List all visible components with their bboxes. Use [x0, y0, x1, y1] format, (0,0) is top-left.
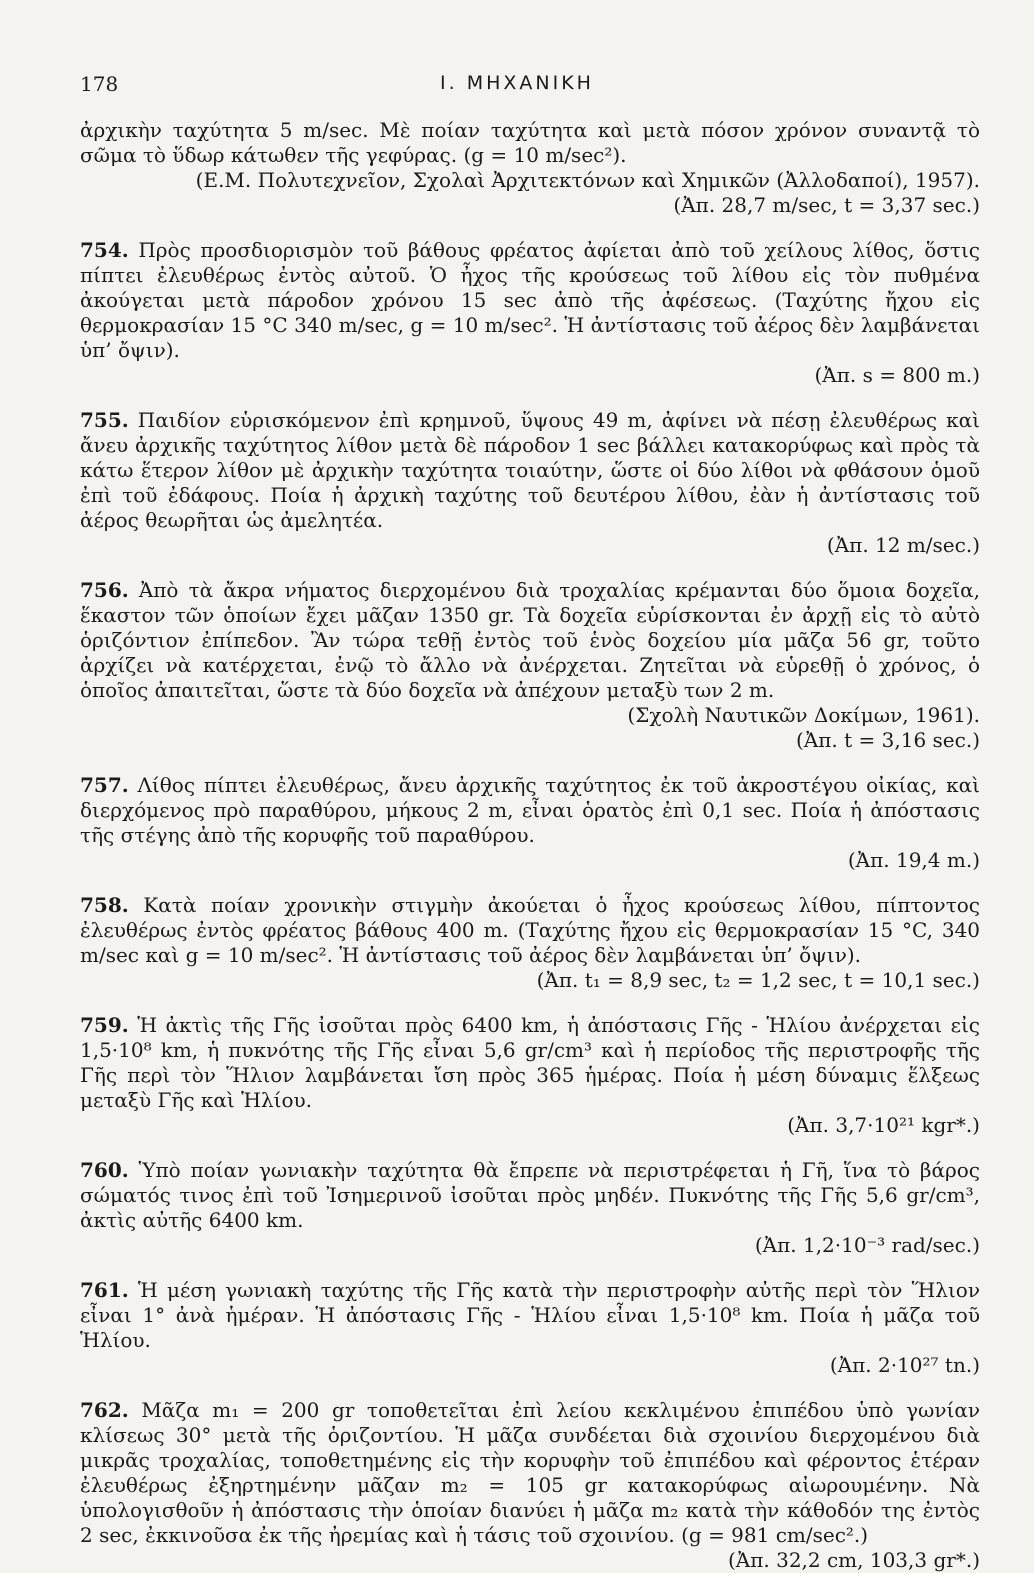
problem-number: 761. — [80, 1278, 129, 1302]
problem — [80, 1013, 980, 1138]
problem-answer: (Ἀπ. 28,7 m/sec, t = 3,37 sec.) — [673, 193, 980, 217]
problem-answer: (Ἀπ. 2·10²⁷ tn.) — [829, 1353, 980, 1377]
running-title: I. ΜΗΧΑΝΙΚΗ — [440, 72, 594, 94]
problem — [80, 1398, 980, 1573]
problem-source: (Σχολὴ Ναυτικῶν Δοκίμων, 1961). — [627, 703, 980, 727]
problem-number: 757. — [80, 773, 129, 797]
problem-number: 762. — [80, 1398, 129, 1422]
problem-text — [80, 893, 980, 968]
continued-problem — [80, 118, 980, 218]
problem — [80, 1278, 980, 1378]
problem-text — [80, 578, 980, 703]
problem-body: Ἀπὸ τὰ ἄκρα νήματος διερχομένου διὰ τροχαλίας κρέμανται δύο ὅμοια δοχεῖα, ἕκαστον τῶν ὁποίων ἔχει μᾶζαν 1350 gr. Τὰ δοχεῖα εὑρίσκονται ἐν ἀρχῇ εἰς τὸ αὐτὸ ὁριζόντιον ἐπίπεδον. Ἂν τώρα τεθῇ ἐντὸς τοῦ ἑνὸς δοχείου μία μᾶζα 56 gr, τοῦτο ἀρχίζει νὰ κατέρχεται, ἐνῷ τὸ ἄλλο νὰ ἀνέρχεται. Ζητεῖται νὰ εὑρεθῇ ὁ χρόνος, ὁ ὁποῖος ἀπαιτεῖται, ὥστε τὰ δύο δοχεῖα νὰ ἀπέχουν μεταξὺ των 2 m. — [80, 578, 981, 702]
problem-text — [80, 1013, 980, 1113]
problem-number: 754. — [80, 238, 129, 262]
problem-list — [80, 238, 980, 1573]
problem-text — [80, 773, 980, 848]
problem-answer: (Ἀπ. 19,4 m.) — [847, 848, 980, 872]
problem-body: Λίθος πίπτει ἐλευθέρως, ἄνευ ἀρχικῆς ταχύτητος ἐκ τοῦ ἀκροστέγου οἰκίας, καὶ διερχόμενος πρὸ παραθύρου, μήκους 2 m, εἶναι ὁρατὸς ἐπὶ 0,1 sec. Ποία ἡ ἀπόστασις τῆς στέγης ἀπὸ τῆς κορυφῆς τοῦ παραθύρου. — [80, 773, 980, 847]
problem-text — [80, 1278, 980, 1353]
problem-text — [80, 1398, 980, 1548]
problem-number: 755. — [80, 408, 129, 432]
problem — [80, 1158, 980, 1258]
problem-answer: (Ἀπ. 3,7·10²¹ kgr*.) — [787, 1113, 980, 1137]
problem-body: Ὑπὸ ποίαν γωνιακὴν ταχύτητα θὰ ἔπρεπε νὰ περιστρέφεται ἡ Γῆ, ἵνα τὸ βάρος σώματός τινος ἐπὶ τοῦ Ἰσημερινοῦ ἰσοῦται πρὸς μηδέν. Πυκνότης τῆς Γῆς 5,6 gr/cm³, ἀκτὶς αὐτῆς 6400 km. — [80, 1158, 980, 1232]
problem-body: Παιδίον εὑρισκόμενον ἐπὶ κρημνοῦ, ὕψους 49 m, ἀφίνει νὰ πέσῃ ἐλευθέρως καὶ ἄνευ ἀρχικῆς ταχύτητος λίθον μετὰ δὲ πάροδον 1 sec βάλλει κατακορύφως καὶ πρὸς τὰ κάτω ἕτερον λίθον μὲ ἀρχικὴν ταχύτητα τοιαύτην, ὥστε οἱ δύο λίθοι νὰ φθάσουν ὁμοῦ ἐπὶ τοῦ ἐδάφους. Ποία ἡ ἀρχικὴ ταχύτης τοῦ δευτέρου λίθου, ἐὰν ἡ ἀντίστασις τοῦ ἀέρος θεωρῆται ὡς ἀμελητέα. — [80, 408, 980, 532]
problem-text: ἀρχικὴν ταχύτητα 5 m/sec. Μὲ ποίαν ταχύτητα καὶ μετὰ πόσον χρόνον συναντᾷ τὸ σῶμα τὸ ὕδωρ κάτωθεν τῆς γεφύρας. (g = 10 m/sec²). — [80, 118, 980, 167]
page-content — [80, 118, 980, 1573]
problem-number: 758. — [80, 893, 129, 917]
problem-answer: (Ἀπ. 12 m/sec.) — [826, 533, 980, 557]
problem-body: Πρὸς προσδιορισμὸν τοῦ βάθους φρέατος ἀφίεται ἀπὸ τοῦ χείλους λίθος, ὅστις πίπτει ἐλευθέρως ἐντὸς αὐτοῦ. Ὁ ἦχος τῆς κρούσεως τοῦ λίθου εἰς τὸν πυθμένα ἀκούγεται μετὰ πάροδον χρόνου 15 sec ἀπὸ τῆς ἀφέσεως. (Ταχύτης ἤχου εἰς θερμοκρασίαν 15 °C 340 m/sec, g = 10 m/sec². Ἡ ἀντίστασις τοῦ ἀέρος δὲν λαμβάνεται ὑπ’ ὄψιν). — [80, 238, 981, 362]
page-header — [80, 72, 954, 102]
problem — [80, 238, 980, 388]
problem-body: Ἡ ἀκτὶς τῆς Γῆς ἰσοῦται πρὸς 6400 km, ἡ ἀπόστασις Γῆς - Ἡλίου ἀνέρχεται εἰς 1,5·10⁸ km, ἡ πυκνότης τῆς Γῆς εἶναι 5,6 gr/cm³ καὶ ἡ περίοδος τῆς περιστροφῆς τῆς Γῆς περὶ τὸν Ἥλιον λαμβάνεται ἴση πρὸς 365 ἡμέρας. Ποία ἡ μέση δύναμις ἕλξεως μεταξὺ Γῆς καὶ Ἡλίου. — [80, 1013, 980, 1112]
problem-text — [80, 1158, 980, 1233]
problem — [80, 893, 980, 993]
problem — [80, 773, 980, 873]
problem-body: Μᾶζα m₁ = 200 gr τοποθετεῖται ἐπὶ λείου κεκλιμένου ἐπιπέδου ὑπὸ γωνίαν κλίσεως 30° μετὰ τῆς ὁριζοντίου. Ἡ μᾶζα συνδέεται διὰ σχοινίου διερχομένου διὰ μικρᾶς τροχαλίας, τοποθετημένης εἰς τὴν κορυφὴν τοῦ ἐπιπέδου καὶ φέροντος ἑτέραν ἐλευθέρως ἐξηρτημένην μᾶζαν m₂ = 105 gr κατακορύφως αἰωρουμένην. Νὰ ὑπολογισθοῦν ἡ ἀπόστασις τὴν ὁποίαν διανύει ἡ μᾶζα m₂ κατὰ τὴν κάθοδόν της ἐντὸς 2 sec, ἐκκινοῦσα ἐκ τῆς ἠρεμίας καὶ ἡ τάσις τοῦ σχοινίου. (g = 981 cm/sec².) — [80, 1398, 981, 1547]
problem-body: Κατὰ ποίαν χρονικὴν στιγμὴν ἀκούεται ὁ ἦχος κρούσεως λίθου, πίπτοντος ἐλευθέρως ἐντὸς φρέατος βάθους 400 m. (Ταχύτης ἤχου εἰς θερμοκρασίαν 15 °C, 340 m/sec καὶ g = 10 m/sec². Ἡ ἀντίστασις τοῦ ἀέρος δὲν λαμβάνεται ὑπ’ ὄψιν). — [80, 893, 981, 967]
problem-answer: (Ἀπ. t₁ = 8,9 sec, t₂ = 1,2 sec, t = 10,1 sec.) — [536, 968, 980, 992]
problem-body: Ἡ μέση γωνιακὴ ταχύτης τῆς Γῆς κατὰ τὴν περιστροφὴν αὐτῆς περὶ τὸν Ἥλιον εἶναι 1° ἀνὰ ἡμέραν. Ἡ ἀπόστασις Γῆς - Ἡλίου εἶναι 1,5·10⁸ km. Ποία ἡ μᾶζα τοῦ Ἡλίου. — [80, 1278, 980, 1352]
problem-answer: (Ἀπ. 1,2·10⁻³ rad/sec.) — [754, 1233, 980, 1257]
problem-answer: (Ἀπ. t = 3,16 sec.) — [796, 728, 980, 752]
problem-text — [80, 238, 980, 363]
problem-answer: (Ἀπ. s = 800 m.) — [814, 363, 980, 387]
page-number: 178 — [80, 72, 119, 96]
problem-number: 760. — [80, 1158, 129, 1182]
problem-text — [80, 408, 980, 533]
problem-answer: (Ἀπ. 32,2 cm, 103,3 gr*.) — [727, 1548, 980, 1572]
problem — [80, 408, 980, 558]
problem-source: (Ε.Μ. Πολυτεχνεῖον, Σχολαὶ Ἀρχιτεκτόνων καὶ Χημικῶν (Ἀλλοδαποί), 1957). — [195, 168, 980, 192]
problem-number: 756. — [80, 578, 129, 602]
problem-number: 759. — [80, 1013, 129, 1037]
problem — [80, 578, 980, 753]
